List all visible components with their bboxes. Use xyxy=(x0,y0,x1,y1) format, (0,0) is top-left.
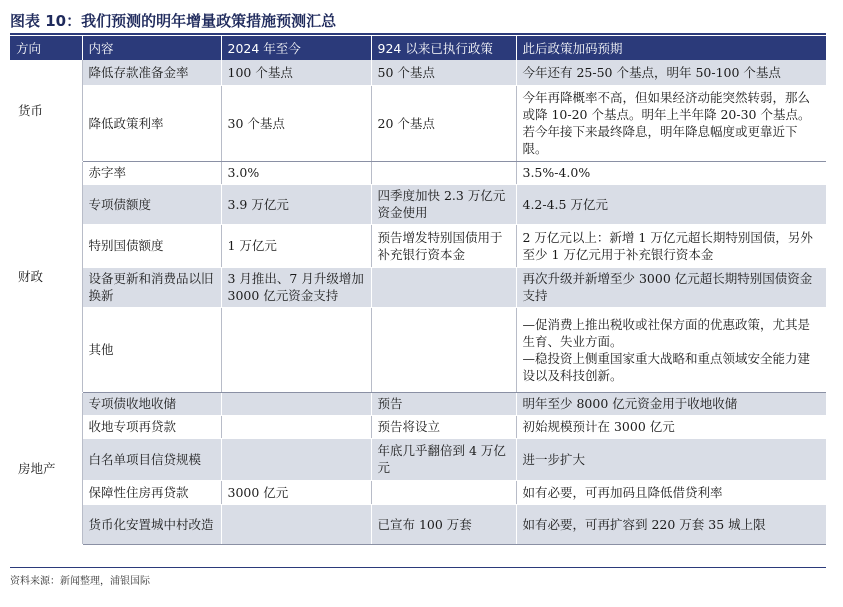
table-row xyxy=(10,415,826,438)
table-row xyxy=(10,184,826,224)
ytd-cell xyxy=(221,392,371,415)
table-row xyxy=(10,392,826,415)
outlook-cell: 2 万亿元以上：新增 1 万亿元超长期特别国债，另外至少 1 万亿元用于补充银行资本金 xyxy=(516,224,826,267)
header-direction: 方向 xyxy=(10,36,82,60)
ytd-cell: 100 个基点 xyxy=(221,60,371,85)
content-cell: 收地专项再贷款 xyxy=(82,415,221,438)
since924-cell: 20 个基点 xyxy=(371,85,516,161)
table-row xyxy=(10,307,826,392)
outlook-cell: 3.5%-4.0% xyxy=(516,161,826,184)
since924-cell: 50 个基点 xyxy=(371,60,516,85)
since924-cell: 四季度加快 2.3 万亿元资金使用 xyxy=(371,184,516,224)
ytd-cell xyxy=(221,438,371,480)
table-row xyxy=(10,438,826,480)
table-row xyxy=(10,480,826,504)
header-since-924: 924 以来已执行政策 xyxy=(371,36,516,60)
ytd-cell: 3.0% xyxy=(221,161,371,184)
category-cell: 财政 xyxy=(10,161,82,392)
table-row xyxy=(10,161,826,184)
ytd-cell: 3 月推出、7 月升级增加3000 亿元资金支持 xyxy=(221,267,371,307)
since924-cell: 预告将设立 xyxy=(371,415,516,438)
outlook-cell: 如有必要，可再扩容到 220 万套 35 城上限 xyxy=(516,504,826,544)
since924-cell xyxy=(371,267,516,307)
category-cell: 房地产 xyxy=(10,392,82,544)
outlook-cell: —促消费上推出税收或社保方面的优惠政策，尤其是生育、失业方面。 —稳投资上侧重国家重大战略和重点领域安全能力建设以及科技创新。 xyxy=(516,307,826,392)
outlook-cell: 今年再降概率不高，但如果经济动能突然转弱，那么或降 10-20 个基点。明年上半年降 20-30 个基点。若今年接下来最终降息，明年降息幅度或更靠近下限。 xyxy=(516,85,826,161)
content-cell: 降低存款准备金率 xyxy=(82,60,221,85)
since924-cell: 预告增发特别国债用于补充银行资本金 xyxy=(371,224,516,267)
since924-cell xyxy=(371,307,516,392)
header-content: 内容 xyxy=(82,36,221,60)
content-cell: 专项债额度 xyxy=(82,184,221,224)
category-cell: 货币 xyxy=(10,60,82,161)
bottom-divider xyxy=(10,567,826,568)
since924-cell xyxy=(371,161,516,184)
content-cell: 降低政策利率 xyxy=(82,85,221,161)
content-cell: 保障性住房再贷款 xyxy=(82,480,221,504)
policy-table xyxy=(10,36,826,545)
header-2024-ytd: 2024 年至今 xyxy=(221,36,371,60)
content-cell: 设备更新和消费品以旧换新 xyxy=(82,267,221,307)
header-outlook: 此后政策加码预期 xyxy=(516,36,826,60)
title-divider xyxy=(10,33,826,35)
source-note: 资料来源：新闻整理，浦银国际 xyxy=(10,576,150,587)
content-cell: 其他 xyxy=(82,307,221,392)
outlook-cell: 4.2-4.5 万亿元 xyxy=(516,184,826,224)
content-cell: 白名单项目信贷规模 xyxy=(82,438,221,480)
outlook-cell: 明年至少 8000 亿元资金用于收地收储 xyxy=(516,392,826,415)
ytd-cell: 3000 亿元 xyxy=(221,480,371,504)
outlook-cell: 初始规模预计在 3000 亿元 xyxy=(516,415,826,438)
table-row xyxy=(10,60,826,85)
table-row xyxy=(10,85,826,161)
table-row xyxy=(10,267,826,307)
ytd-cell: 1 万亿元 xyxy=(221,224,371,267)
since924-cell: 已宣布 100 万套 xyxy=(371,504,516,544)
ytd-cell xyxy=(221,307,371,392)
table-header-row xyxy=(10,36,826,60)
ytd-cell: 30 个基点 xyxy=(221,85,371,161)
content-cell: 赤字率 xyxy=(82,161,221,184)
since924-cell: 年底几乎翻倍到 4 万亿元 xyxy=(371,438,516,480)
outlook-cell: 如有必要，可再加码且降低借贷利率 xyxy=(516,480,826,504)
table-row xyxy=(10,504,826,544)
ytd-cell: 3.9 万亿元 xyxy=(221,184,371,224)
outlook-cell: 今年还有 25-50 个基点，明年 50-100 个基点 xyxy=(516,60,826,85)
content-cell: 专项债收地收储 xyxy=(82,392,221,415)
outlook-cell: 再次升级并新增至少 3000 亿元超长期特别国债资金支持 xyxy=(516,267,826,307)
content-cell: 货币化安置城中村改造 xyxy=(82,504,221,544)
table-row xyxy=(10,224,826,267)
content-cell: 特别国债额度 xyxy=(82,224,221,267)
outlook-cell: 进一步扩大 xyxy=(516,438,826,480)
ytd-cell xyxy=(221,415,371,438)
ytd-cell xyxy=(221,504,371,544)
page-title: 图表 10：我们预测的明年增量政策措施预测汇总 xyxy=(10,12,337,30)
since924-cell xyxy=(371,480,516,504)
since924-cell: 预告 xyxy=(371,392,516,415)
